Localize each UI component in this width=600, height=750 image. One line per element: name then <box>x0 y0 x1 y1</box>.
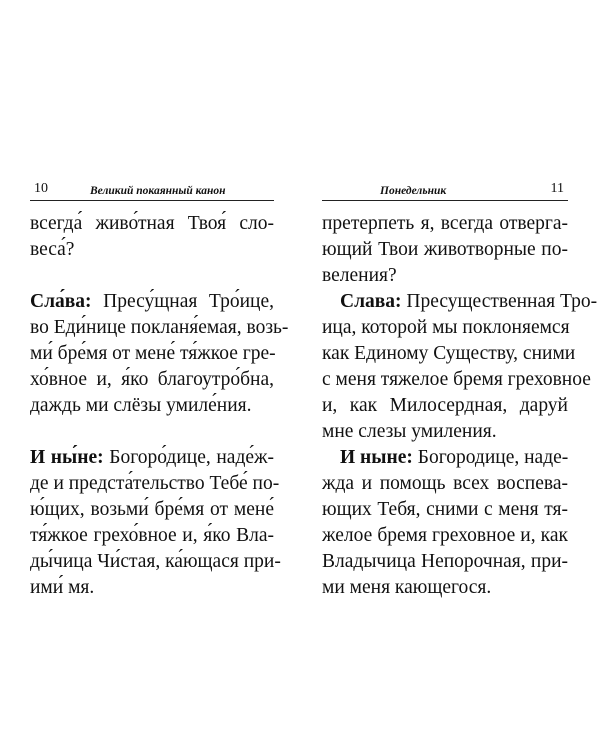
text-line: жда и помощь всех воспева- <box>322 473 568 494</box>
text-line-first <box>30 445 274 471</box>
left-page-header <box>30 178 274 201</box>
text-line: желое бремя греховное и, как <box>322 525 568 546</box>
text-line: даждь ми слёзы умиле́ния. <box>30 395 252 416</box>
text-line: ми́ бре́мя от мене́ тя́жкое гре- <box>30 343 276 364</box>
text-line: как Единому Существу, сними <box>322 343 576 364</box>
text-fragment: Пресу́щная Тро́ице, <box>91 291 274 312</box>
text-line: ица, которой мы поклоняемся <box>322 317 570 338</box>
left-page <box>30 178 289 627</box>
left-page-number: 10 <box>34 181 48 196</box>
text-line: ющий Твои животворные по- <box>322 239 568 260</box>
text-line-first <box>30 289 274 315</box>
text-fragment: Богородице, наде- <box>412 447 569 468</box>
text-line: ми меня кающегося. <box>322 577 492 598</box>
left-para-2 <box>30 289 289 419</box>
text-line: ющих Тебя, сними с меня тя- <box>322 499 568 520</box>
right-page-text <box>322 211 598 601</box>
right-page-header <box>322 178 568 201</box>
i-nyne-label: И ны́не: <box>30 447 104 468</box>
left-para-3 <box>30 445 281 601</box>
text-line: веса́? <box>30 239 75 260</box>
text-line: хо́вное и, я́ко благоутро́бна, <box>30 369 274 390</box>
text-line: всегда́ живо́тная Твоя́ сло- <box>30 213 274 234</box>
text-line: де и предста́тельство Тебе́ по- <box>30 473 280 494</box>
i-nyne-label: И ныне: <box>340 447 413 468</box>
text-line: и, как Милосердная, даруй <box>322 395 568 416</box>
text-fragment: Богоро́дице, наде́ж- <box>103 447 274 468</box>
slava-label: Слава: <box>340 291 402 312</box>
text-line: ю́щих, возьми́ бре́мя от мене́ <box>30 499 274 520</box>
text-fragment: Пресущественная Тро- <box>401 291 598 312</box>
right-para-2 <box>322 289 598 445</box>
right-page-number: 11 <box>550 181 564 196</box>
text-line: мне слезы умиления. <box>322 421 497 442</box>
right-running-title: Понедельник <box>380 185 447 197</box>
text-line: с меня тяжелое бремя греховное <box>322 369 591 390</box>
text-line: Владычица Непорочная, при- <box>322 551 568 572</box>
right-para-1 <box>322 211 568 289</box>
text-line: во Еди́нице покланя́емая, возь- <box>30 317 289 338</box>
text-line-first <box>322 445 568 471</box>
text-line: тя́жкое грехо́вное и, я́ко Вла- <box>30 525 274 546</box>
right-page <box>322 178 598 601</box>
left-page-text <box>30 211 289 601</box>
right-para-3 <box>322 445 568 601</box>
text-line: ды́чица Чи́стая, ка́ющася при- <box>30 551 281 572</box>
slava-label: Сла́ва: <box>30 291 92 312</box>
text-line: веления? <box>322 265 397 286</box>
left-running-title: Великий покаянный канон <box>90 185 226 197</box>
left-para-1 <box>30 211 274 263</box>
text-line: ими́ мя. <box>30 577 95 598</box>
text-line-first <box>322 289 598 315</box>
text-line: претерпеть я, всегда отверга- <box>322 213 568 234</box>
